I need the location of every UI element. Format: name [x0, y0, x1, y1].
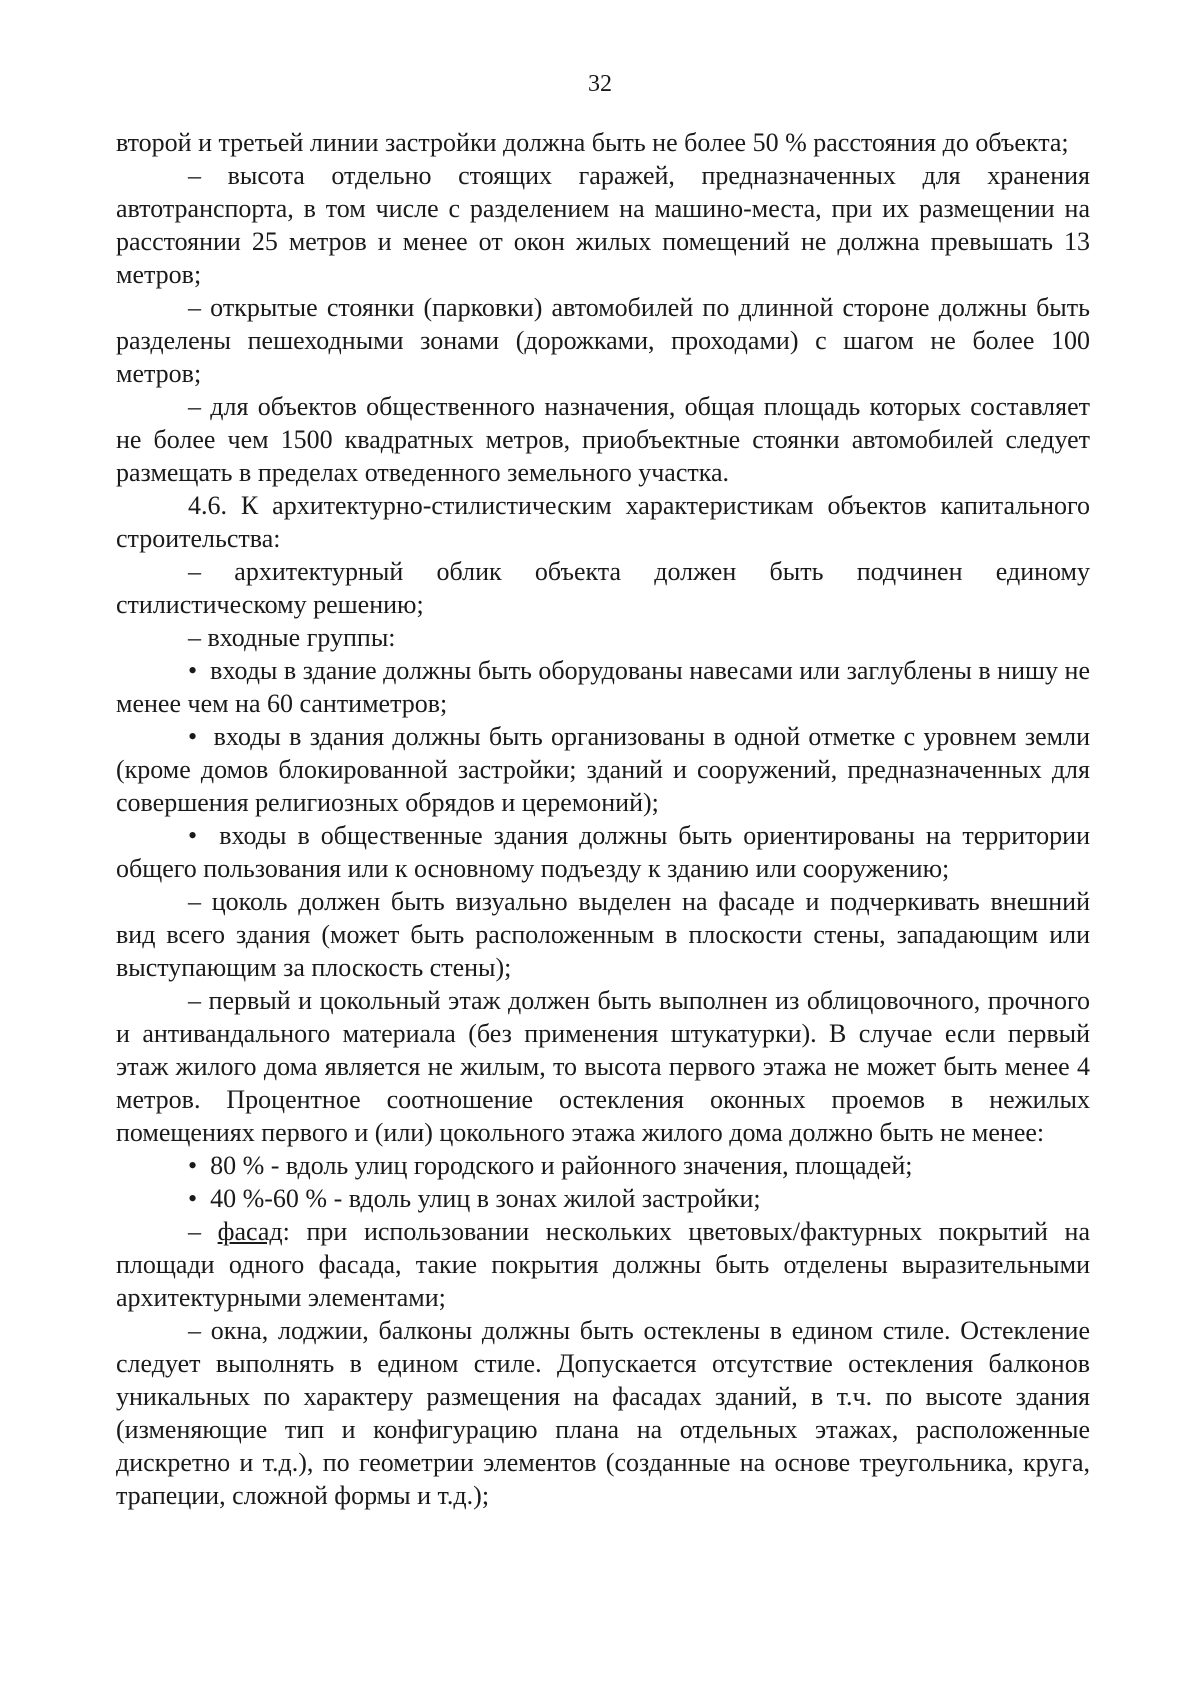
document-body [116, 126, 1090, 1512]
facade-dash: – [188, 1217, 218, 1246]
bullet-entrance-ground-level: • входы в здания должны быть организованы в одной отметке с уровнем земли (кроме домов блокированной застройки; зданий и сооружений, предназначенных для совершения религиозных обрядов и церемоний); [116, 720, 1090, 819]
bullet-glazing-80: • 80 % - вдоль улиц городского и районного значения, площадей; [116, 1149, 1090, 1182]
paragraph-windows-balconies: – окна, лоджии, балконы должны быть остеклены в едином стиле. Остекление следует выполнять в едином стиле. Допускается отсутствие остекления балконов уникальных по характеру размещения на фасадах зданий, в т.ч. по высоте здания (изменяющие тип и конфигурацию плана на отдельных этажах, расположенные дискретно и т.д.), по геометрии элементов (созданные на основе треугольника, круга, трапеции, сложной формы и т.д.); [116, 1316, 1090, 1510]
paragraph-entrance-groups: – входные группы: [188, 623, 396, 652]
paragraph-plinth: – цоколь должен быть визуально выделен на фасаде и подчеркивать внешний вид всего здания (может быть расположенным в плоскости стены, западающим или выступающим за плоскость стены); [116, 887, 1090, 982]
paragraph-first-floor: – первый и цокольный этаж должен быть выполнен из облицовочного, прочного и антивандального материала (без применения штукатурки). В случае если первый этаж жилого дома является не жилым, то высота первого этажа не может быть менее 4 метров. Процентное соотношение остекления оконных проемов в нежилых помещениях первого и (или) цокольного этажа жилого дома должно быть не менее: [116, 986, 1090, 1147]
paragraph-architectural-look: – архитектурный облик объекта должен быть подчинен единому стилистическому решению; [116, 557, 1090, 619]
paragraph-facade [116, 1215, 1090, 1314]
facade-text: : при использовании нескольких цветовых/фактурных покрытий на площади одного фасада, такие покрытия должны быть отделены выразительными архитектурными элементами; [116, 1217, 1090, 1312]
section-heading-4-6: 4.6. К архитектурно-стилистическим характеристикам объектов капитального строительства: [116, 491, 1090, 553]
paragraph-open-parking: – открытые стоянки (парковки) автомобилей по длинной стороне должны быть разделены пешеходными зонами (дорожками, проходами) с шагом не более 100 метров; [116, 293, 1090, 388]
paragraph-garage-height: – высота отдельно стоящих гаражей, предназначенных для хранения автотранспорта, в том числе с разделением на машино-места, при их размещении на расстоянии 25 метров и менее от окон жилых помещений не должна превышать 13 метров; [116, 161, 1090, 289]
facade-term: фасад [217, 1217, 283, 1246]
bullet-glazing-40-60: • 40 %-60 % - вдоль улиц в зонах жилой застройки; [116, 1182, 1090, 1215]
paragraph-public-objects-parking: – для объектов общественного назначения, общая площадь которых составляет не более чем 1500 квадратных метров, приобъектные стоянки автомобилей следует размещать в пределах отведенного земельного участка. [116, 392, 1090, 487]
bullet-entrance-orientation: • входы в общественные здания должны быть ориентированы на территории общего пользования или к основному подъезду к зданию или сооружению; [116, 819, 1090, 885]
paragraph-continuation: второй и третьей линии застройки должна быть не более 50 % расстояния до объекта; [116, 128, 1069, 157]
bullet-entrance-canopy: • входы в здание должны быть оборудованы навесами или заглублены в нишу не менее чем на 60 сантиметров; [116, 654, 1090, 720]
page-number: 32 [588, 71, 612, 97]
